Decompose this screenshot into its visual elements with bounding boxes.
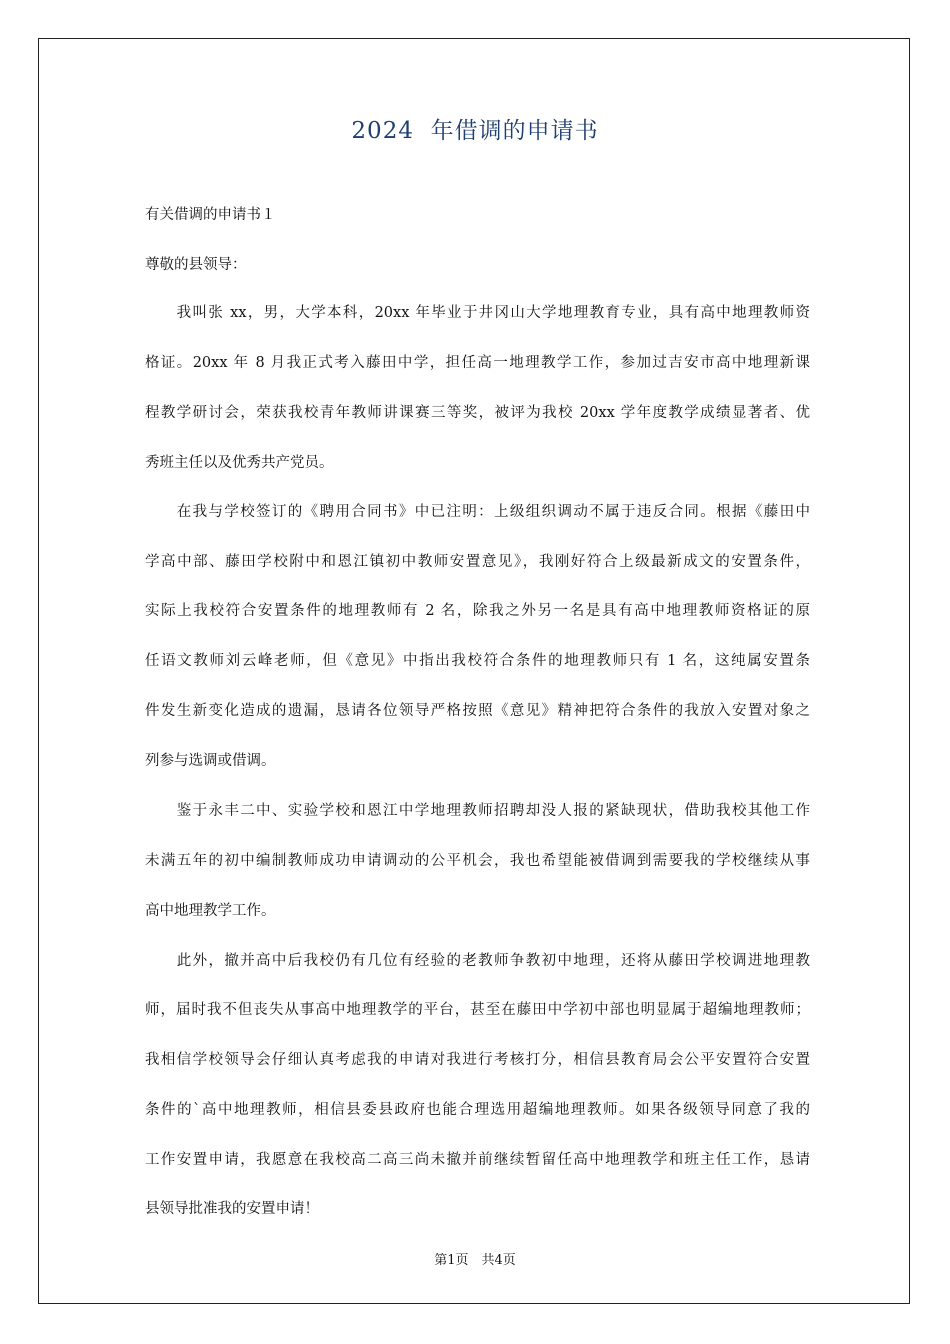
body-line: 工作安置申请，我愿意在我校高二高三尚未撤并前继续暂留任高中地理教学和班主任工作，恳请 xyxy=(145,1152,810,1168)
body-line: 学高中部、藤田学校附中和恩江镇初中教师安置意见》，我刚好符合上级最新成文的安置条件， xyxy=(145,554,810,570)
body-line: 件发生新变化造成的遗漏，恳请各位领导严格按照《意见》精神把符合条件的我放入安置对象之 xyxy=(145,703,810,719)
salutation: 尊敬的县领导： xyxy=(145,257,247,273)
document-title: 2024 年借调的申请书 xyxy=(351,118,599,144)
body-line: 在我与学校签订的《聘用合同书》中已注明：上级组织调动不属于违反合同。根据《藤田中 xyxy=(145,504,810,520)
body-line: 任语文教师刘云峰老师，但《意见》中指出我校符合条件的地理教师只有 1 名，这纯属安置条 xyxy=(145,653,810,669)
body-line: 格证。20xx 年 8 月我正式考入藤田中学，担任高一地理教学工作，参加过吉安市高中地理新课 xyxy=(145,355,810,371)
body-line: 未满五年的初中编制教师成功申请调动的公平机会，我也希望能被借调到需要我的学校继续从事 xyxy=(145,853,810,869)
page-number: 第1页 共4页 xyxy=(434,1253,516,1268)
body-line: 我叫张 xx，男，大学本科，20xx 年毕业于井冈山大学地理教育专业，具有高中地理教师资 xyxy=(145,305,810,321)
body-line: 此外，撤并高中后我校仍有几位有经验的老教师争教初中地理，还将从藤田学校调进地理教 xyxy=(145,953,810,969)
body-line: 程教学研讨会，荣获我校青年教师讲课赛三等奖，被评为我校 20xx 学年度教学成绩显著者、优 xyxy=(145,405,810,421)
subtitle: 有关借调的申请书１ xyxy=(145,207,276,223)
body-line: 秀班主任以及优秀共产党员。 xyxy=(145,455,334,471)
body-line: 我相信学校领导会仔细认真考虑我的申请对我进行考核打分，相信县教育局会公平安置符合安置 xyxy=(145,1052,810,1068)
body-line: 鉴于永丰二中、实验学校和恩江中学地理教师招聘却没人报的紧缺现状，借助我校其他工作 xyxy=(145,803,810,819)
body-line: 列参与选调或借调。 xyxy=(145,753,276,769)
body-line: 县领导批准我的安置申请！ xyxy=(145,1201,319,1217)
body-line: 条件的`高中地理教师，相信县委县政府也能合理选用超编地理教师。如果各级领导同意了我的 xyxy=(145,1102,810,1118)
body-line: 实际上我校符合安置条件的地理教师有 2 名，除我之外另一名是具有高中地理教师资格证的原 xyxy=(145,603,810,619)
body-line: 师，届时我不但丧失从事高中地理教学的平台，甚至在藤田中学初中部也明显属于超编地理教师； xyxy=(145,1002,810,1018)
body-line: 高中地理教学工作。 xyxy=(145,903,276,919)
